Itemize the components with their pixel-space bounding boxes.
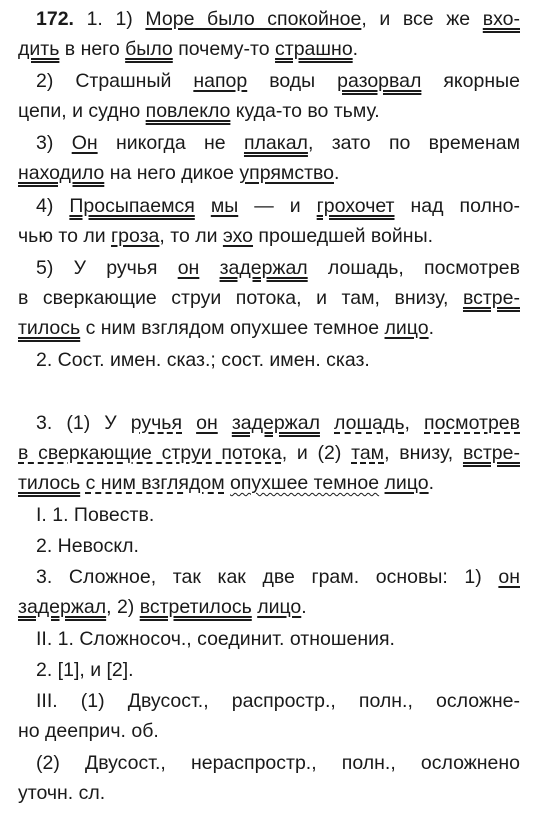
text-fragment — [182, 412, 196, 434]
text-fragment — [218, 412, 232, 434]
predicate-text: задержал — [231, 412, 320, 434]
predicate-text: задержал — [219, 257, 308, 279]
text-fragment: чью то ли — [18, 225, 112, 247]
text-line — [18, 283, 520, 313]
object-text: с ним взглядом — [85, 472, 225, 494]
text-fragment: . — [428, 317, 435, 339]
text-fragment — [199, 257, 219, 279]
text-line — [36, 66, 520, 96]
text-fragment: 4) — [36, 195, 70, 217]
text-line — [18, 778, 520, 808]
text-fragment: 5) У ручья — [36, 257, 178, 279]
text-fragment: 2. Сост. имен. сказ.; сост. имен. сказ. — [36, 349, 370, 371]
text-line — [18, 221, 520, 251]
text-fragment: почему-то — [172, 38, 276, 60]
text-fragment: 2) Страшный — [36, 70, 194, 92]
predicate-text: дить — [18, 38, 60, 60]
text-fragment: 3) — [36, 132, 72, 154]
predicate-text: встре- — [462, 287, 520, 309]
text-fragment: II. 1. Сложносоч., соединит. отношения. — [36, 628, 395, 650]
text-fragment: на него дикое — [104, 162, 240, 184]
predicate-text: было — [125, 38, 173, 60]
underlined-text: Море было спокойное — [145, 8, 362, 30]
subject-text: он — [498, 566, 520, 588]
object-text: лошадь — [334, 412, 405, 434]
text-fragment: . — [352, 38, 359, 60]
subject-text: мы — [210, 195, 239, 217]
text-fragment: в сверкающие струи потока, и там, внизу, — [18, 287, 463, 309]
text-fragment: I. 1. Повеств. — [36, 504, 155, 526]
subject-text: лицо — [257, 596, 302, 618]
text-fragment: якорные — [421, 70, 520, 92]
text-fragment: цепи, и судно — [18, 100, 146, 122]
text-fragment: III. (1) Двусост., распростр., полн., осложне- — [36, 690, 520, 712]
text-fragment: , то ли — [159, 225, 223, 247]
text-fragment: с ним взглядом опухшее темное — [80, 317, 385, 339]
text-line — [36, 655, 520, 685]
text-line — [18, 158, 520, 188]
text-fragment: , зато по временам — [307, 132, 520, 154]
text-fragment: над полно- — [394, 195, 520, 217]
text-line — [18, 592, 520, 622]
circumstance-text: посмотрев — [424, 412, 520, 434]
predicate-text: грохочет — [316, 195, 395, 217]
subject-text: он — [177, 257, 200, 279]
text-fragment: — и — [238, 195, 317, 217]
text-fragment: , и (2) — [281, 442, 352, 464]
text-fragment: воды — [247, 70, 338, 92]
text-fragment: 3. (1) У — [36, 412, 131, 434]
predicate-text: тилось — [18, 472, 81, 494]
text-fragment: , 2) — [106, 596, 140, 618]
predicate-text: находило — [18, 162, 105, 184]
text-line — [18, 96, 520, 126]
predicate-text: задержал — [18, 596, 107, 618]
circumstance-text: в сверкающие струи потока — [18, 442, 282, 464]
subject-text: он — [196, 412, 218, 434]
text-fragment: 2. Невоскл. — [36, 535, 139, 557]
predicate-text: встретилось — [139, 596, 252, 618]
predicate-text: повлекло — [145, 100, 231, 122]
text-fragment — [320, 412, 334, 434]
subject-text: Он — [71, 132, 98, 154]
subject-text: упрямство — [239, 162, 334, 184]
text-fragment: , внизу, — [384, 442, 463, 464]
text-line — [18, 716, 520, 746]
circumstance-text: ручья — [130, 412, 183, 434]
text-fragment: 1. 1) — [86, 8, 133, 30]
subject-text: гроза — [111, 225, 160, 247]
text-line — [36, 748, 520, 778]
attribute-text: опухшее темное — [230, 472, 380, 494]
text-line — [18, 313, 520, 343]
text-line — [36, 191, 520, 221]
text-fragment: но дееприч. об. — [18, 720, 159, 742]
text-line — [36, 531, 520, 561]
text-line — [18, 438, 520, 468]
text-line — [18, 468, 520, 498]
text-line — [36, 562, 520, 592]
text-fragment: 2. [1], и [2]. — [36, 659, 134, 681]
text-line — [36, 345, 520, 375]
subject-text: лицо — [384, 472, 429, 494]
text-fragment: , и все же — [361, 8, 483, 30]
text-fragment: 3. Сложное, так как две грам. основы: 1) — [36, 566, 499, 588]
text-fragment: . — [428, 472, 435, 494]
text-fragment: лошадь, посмотрев — [307, 257, 520, 279]
text-line — [36, 500, 520, 530]
predicate-text: плакал — [243, 132, 308, 154]
text-line — [36, 408, 520, 438]
subject-text: эхо — [222, 225, 254, 247]
circumstance-text: там — [351, 442, 385, 464]
text-line — [36, 4, 520, 34]
text-line — [36, 253, 520, 283]
text-fragment: (2) Двусост., нераспростр., полн., осложнено — [36, 752, 520, 774]
text-fragment: . — [301, 596, 307, 618]
text-fragment: уточн. сл. — [18, 782, 106, 804]
predicate-text: разорвал — [337, 70, 422, 92]
predicate-text: тилось — [18, 317, 81, 339]
text-line — [36, 686, 520, 716]
predicate-text: Просыпаемся — [69, 195, 195, 217]
text-fragment: в него — [59, 38, 126, 60]
predicate-text: вхо- — [482, 8, 520, 30]
subject-text: лицо — [384, 317, 429, 339]
text-fragment: . — [334, 162, 340, 184]
exercise-number: 172. — [36, 8, 74, 30]
text-line — [18, 34, 520, 64]
text-line — [36, 128, 520, 158]
text-fragment: никогда не — [97, 132, 244, 154]
predicate-text: встре- — [462, 442, 520, 464]
subject-text: напор — [193, 70, 248, 92]
text-fragment: куда-то во тьму. — [230, 100, 380, 122]
text-line — [36, 624, 520, 654]
text-fragment — [195, 195, 211, 217]
text-fragment: , — [404, 412, 425, 434]
predicate-text: страшно — [275, 38, 353, 60]
text-fragment: прошедшей войны. — [253, 225, 434, 247]
